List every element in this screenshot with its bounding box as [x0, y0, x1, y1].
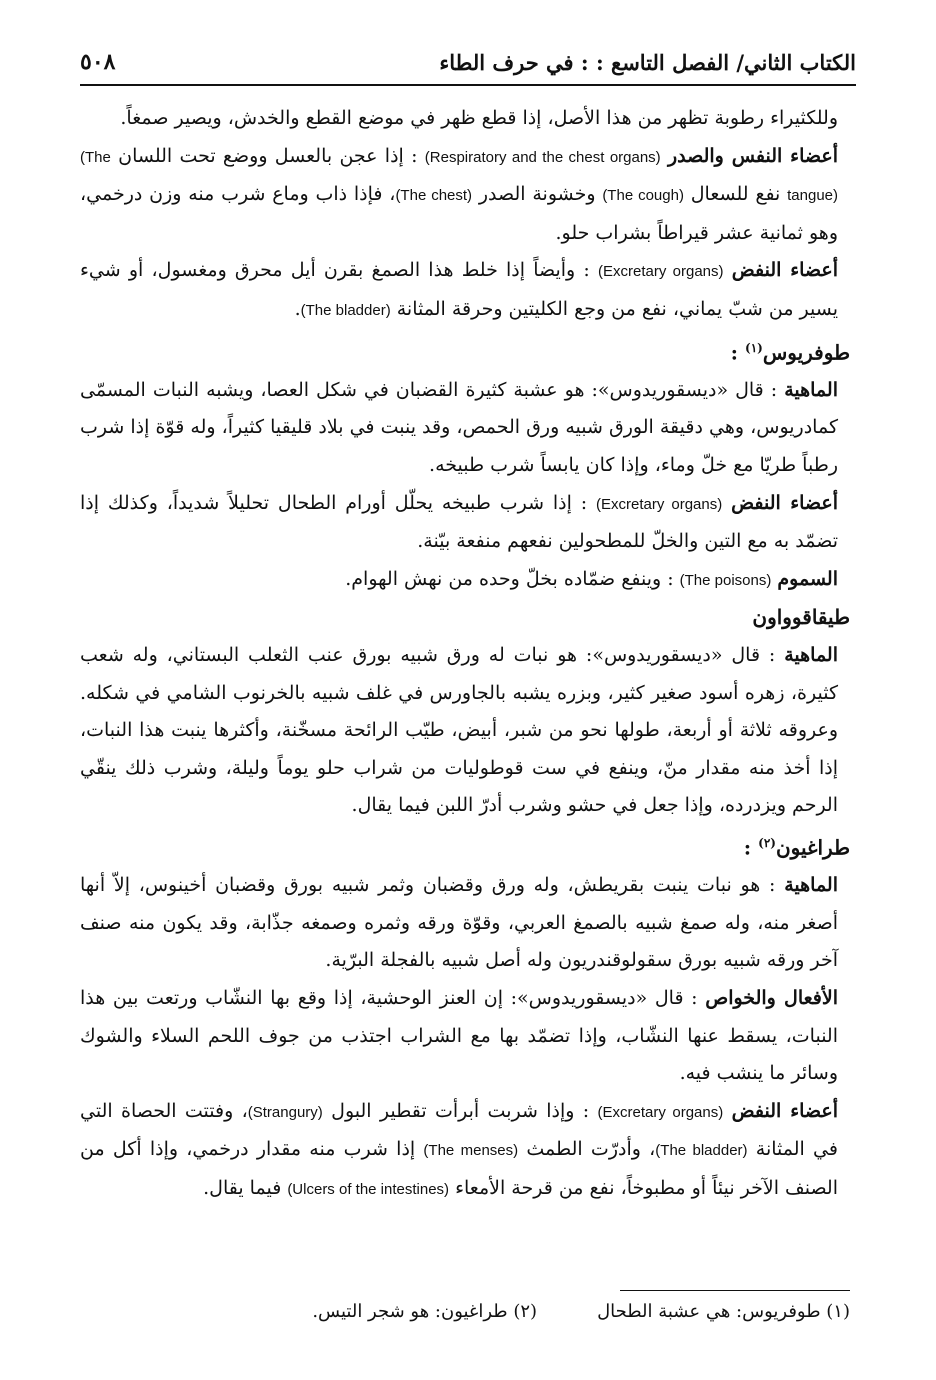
section-label: السموم [777, 567, 838, 590]
header-title: الكتاب الثاني/ الفصل التاسع : : في حرف الطاء [439, 49, 856, 75]
entry-heading [80, 330, 850, 372]
entry-heading [80, 825, 850, 867]
main-text [80, 100, 850, 1209]
footnote-rule [620, 1290, 850, 1291]
section-label: الأفعال والخواص [705, 986, 838, 1009]
section-label: الماهية [784, 874, 838, 897]
entry-heading [80, 599, 850, 637]
body-paragraph [80, 252, 850, 329]
section-label: أعضاء النفض [731, 491, 839, 514]
page-number: ٥٠٨ [80, 49, 116, 75]
section-label: الماهية [784, 378, 838, 401]
section-label: أعضاء النفض [731, 259, 839, 282]
entry-heading-text: طوفريوس [762, 340, 850, 365]
paragraph-text: وللكثيراء رطوبة تظهر من هذا الأصل، إذا قطع ظهر في موضع القطع والخدش، ويصير صمغاً. [120, 107, 838, 129]
body-paragraph [80, 372, 850, 485]
body-paragraph [80, 561, 850, 600]
body-paragraph [80, 485, 850, 561]
footnote-2: (٢) طراغيون: هو شجر التيس. [312, 1301, 538, 1322]
body-paragraph [80, 100, 850, 138]
section-label: أعضاء النفس والصدر [667, 144, 838, 167]
section-label: أعضاء النفض [731, 1099, 839, 1122]
heading-colon: : [743, 835, 759, 860]
paragraph-text: (Excretary organs) : وأيضاً إذا خلط هذا الصمغ بقرن أيل محرق ومغسول، أو شيء يسير من شبّ يماني، نفع من وجع الكليتين وحرقة المثانة (The bladder). [80, 259, 838, 320]
footnote-1: (١) طوفريوس: هي عشبة الطحال [597, 1301, 850, 1322]
body-paragraph [80, 637, 850, 825]
paragraph-text: : قال «ديسقوريدوس»: إن العنز الوحشية، إذا وقع بها النشّاب ورتعت بين هذا النبات، يسقط عنها النشّاب، وإذا تضمّد بها مع الشراب اجتذب من جوف اللحم السلاء والشوك وسائر ما ينشب فيه. [80, 986, 838, 1085]
body-paragraph [80, 867, 850, 980]
footnotes [200, 1297, 850, 1327]
entry-heading-text: طيقاقوواون [752, 605, 850, 630]
paragraph-text: (Excretary organs) : وإذا شربت أبرأت تقطير البول (Strangury)، وفتتت الحصاة التي في المثانة (The bladder)، وأدرّت الطمث (The menses) إذا شرب منه مقدار درخمي، وإذا أكل من الصنف الآخر نيئاً أو مطبوخاً، نفع من قرحة الأمعاء (Ulcers of the intestines) فيما يقال. [80, 1099, 838, 1199]
section-label: الماهية [784, 643, 838, 666]
paragraph-text: (Excretary organs) : إذا شرب طبيخه يحلّل أورام الطحال تحليلاً شديداً، وكذلك إذا تضمّد به مع التين والخلّ للمطحولين نفعهم منفعة بيّنة. [80, 491, 838, 553]
body-paragraph [80, 138, 850, 253]
paragraph-text: : هو نبات ينبت بقريطش، وله ورق وقضبان وثمر شبيه بورق وقضبان أخينوس، إلاّ أنها أصغر منه، وله صمغ شبيه بالصمغ العربي، وقوّة ورقه وثمره وصمغه جذّابة، وقد يكون منه صنف آخر ورقه شبيه بورق سقولوقندريون وله أصل شبيه بالفجلة البرّية. [80, 874, 838, 972]
paragraph-text: : قال «ديسقوريدوس»: هو نبات له ورق شبيه بورق عنب الثعلب البستاني، وله شعب كثيرة، زهره أسود صغير كثير، وبزره يشبه بالجاورس في غلف شبيه بالخرنوب الشامي في شكله. وعروقه ثلاثة أو أربعة، طولها نحو من شبر، أبيض، طيّب الرائحة مسخّنة، وأكثرها ينبت هذا النبات، إذا أخذ منه مقدار منّ، وينفع في ست قوطوليات من شراب حلو يوماً وليلة، وشرب ذلك ينقّي الرحم ويزدرده، وإذا جعل في حشو وشرب أدرّ اللبن فيما يقال. [80, 643, 838, 817]
body-paragraph [80, 980, 850, 1093]
heading-colon: : [730, 340, 745, 365]
paragraph-text: (The poisons) : وينفع ضمّاده بخلّ وحده من نهش الهوام. [345, 567, 772, 590]
paragraph-text: (Respiratory and the chest organs) : إذا عجن بالعسل ووضع تحت اللسان (The tangue) نفع للسعال (The cough) وخشونة الصدر (The chest)، فإذا ذاب وماع شرب منه وزن درخمي، وهو ثمانية عشر قيراطاً بشراب حلو. [80, 144, 839, 244]
footnote-ref: (١) [745, 340, 763, 355]
paragraph-text: : قال «ديسقوريدوس»: هو عشبة كثيرة القضبان في شكل العصا، ويشبه النبات المسمّى كمادريوس، وهي دقيقة الورق شبيه ورق الحمص، وقد ينبت في بلاد قليقيا كثيراً، وله قوّة إذا شرب رطباً طريّا مع خلّ وماء، وإذا كان يابساً شرب طبيخه. [80, 378, 838, 476]
running-header [80, 40, 856, 86]
body-paragraph [80, 1093, 850, 1209]
footnote-ref: (٢) [758, 835, 776, 850]
entry-heading-text: طراغيون [775, 835, 850, 860]
